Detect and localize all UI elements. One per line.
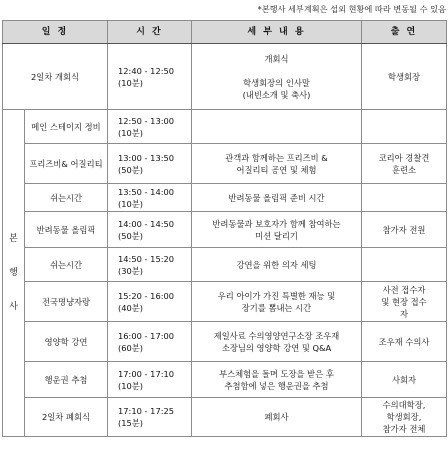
time-range: 17:10 - 17:25 xyxy=(118,406,175,416)
time-duration: (10분) xyxy=(118,127,144,138)
performer-cell xyxy=(362,212,447,248)
schedule-name: 영양학 강연 xyxy=(25,322,108,362)
schedule-name: 전국명냥자랑 xyxy=(25,282,108,322)
time-cell xyxy=(108,398,192,437)
time-duration: (10분) xyxy=(118,77,144,88)
cell-line: 우리 아이가 가진 특별한 재능 및 xyxy=(217,290,336,301)
header-schedule: 일 정 xyxy=(3,21,108,44)
time-range: 14:00 - 14:50 xyxy=(118,218,175,229)
cell-line: 학생회장, xyxy=(386,412,422,422)
detail-cell xyxy=(192,282,362,322)
cell-line: 폐회사 xyxy=(264,412,289,422)
time-cell xyxy=(108,212,192,248)
table-row xyxy=(3,144,447,184)
cell-line: 강연을 위한 의자 세팅 xyxy=(236,259,317,270)
time-range: 13:50 - 14:00 xyxy=(118,186,175,197)
cell-line: 소장님의 영양학 강연 및 Q&A xyxy=(221,342,332,353)
schedule-name: 쉬는시간 xyxy=(25,248,108,282)
time-range: 14:50 - 15:20 xyxy=(118,253,175,264)
header-time: 시 간 xyxy=(108,21,192,44)
cell-line: 조우재 수의사 xyxy=(378,336,430,347)
time-duration: (30분) xyxy=(118,265,144,276)
header-performer: 출 연 xyxy=(362,21,447,44)
performer-cell xyxy=(362,398,447,437)
table-row xyxy=(3,322,447,362)
cell-line: 어질리티 공연 및 체험 xyxy=(236,164,317,175)
time-cell xyxy=(108,144,192,184)
time-cell xyxy=(108,322,192,362)
cell-line: 학생회장의 인사말 xyxy=(243,77,310,88)
time-range: 15:20 - 16:00 xyxy=(118,290,175,301)
time-duration: (15분) xyxy=(118,418,144,428)
schedule-name: 행운권 추첨 xyxy=(25,362,108,398)
schedule-change-note: *본행사 세부계획은 섭외 현황에 따라 변동될 수 있음 xyxy=(257,4,446,14)
table-row xyxy=(3,398,447,437)
cell-line: 장기를 뽐내는 시간 xyxy=(241,302,312,313)
table-header-row xyxy=(3,21,447,44)
time-range: 12:50 - 13:00 xyxy=(118,115,175,126)
schedule-name: 반려동물 올림픽 xyxy=(25,212,108,248)
cell-line: 훈련소 xyxy=(391,164,417,175)
performer-cell xyxy=(362,110,447,144)
cell-line: 제일사료 수의영양연구소장 조우재 xyxy=(213,330,340,341)
cell-line xyxy=(195,65,358,77)
main-event-char: 행 xyxy=(9,268,18,278)
detail-cell xyxy=(192,110,362,144)
time-cell xyxy=(108,184,192,212)
main-event-char: 사 xyxy=(9,302,18,312)
performer-cell xyxy=(362,184,447,212)
time-cell xyxy=(108,282,192,322)
time-duration: (40분) xyxy=(118,302,144,313)
schedule-name: 2일차 개회식 xyxy=(3,44,108,110)
table-row xyxy=(3,212,447,248)
time-cell xyxy=(108,44,192,110)
performer-cell xyxy=(362,44,447,110)
performer-cell xyxy=(362,248,447,282)
header-detail: 세 부 내 용 xyxy=(192,21,362,44)
table-row xyxy=(3,184,447,212)
cell-line: 관객과 함께하는 프리즈비 & xyxy=(225,152,328,163)
cell-line: 사전 접수자 xyxy=(382,284,426,295)
cell-line: 사회자 xyxy=(391,374,417,385)
cell-line: 코리아 경찰견 xyxy=(378,152,430,163)
schedule-name: 메인 스테이지 정비 xyxy=(25,110,108,144)
detail-cell xyxy=(192,212,362,248)
cell-line: 및 현장 접수 xyxy=(381,296,427,307)
cell-line: 추첨함에 넣은 행운권을 추첨 xyxy=(224,380,329,391)
time-cell xyxy=(108,110,192,144)
schedule-name: 쉬는시간 xyxy=(25,184,108,212)
detail-cell xyxy=(192,362,362,398)
time-duration: (10분) xyxy=(118,380,144,391)
table-row xyxy=(3,362,447,398)
table-row xyxy=(3,44,447,110)
cell-line: 학생회장 xyxy=(387,71,421,82)
cell-line: 참가자 전체 xyxy=(382,424,426,434)
cell-line: 부스체험을 돌며 도장을 받은 후 xyxy=(219,368,334,379)
table-row xyxy=(3,110,447,144)
time-duration: (50분) xyxy=(118,230,144,241)
detail-cell xyxy=(192,44,362,110)
main-event-label xyxy=(3,110,25,437)
schedule-name: 2일차 폐회식 xyxy=(25,398,108,437)
cell-line: 참가자 전원 xyxy=(382,224,426,235)
performer-cell xyxy=(362,322,447,362)
time-range: 16:00 - 17:00 xyxy=(118,330,175,341)
time-range: 17:00 - 17:10 xyxy=(118,368,175,379)
time-duration: (60분) xyxy=(118,342,144,353)
time-cell xyxy=(108,248,192,282)
table-row xyxy=(3,282,447,322)
cell-line: 자 xyxy=(399,308,408,319)
detail-cell xyxy=(192,248,362,282)
performer-cell xyxy=(362,144,447,184)
cell-line: 개회식 xyxy=(264,53,289,64)
table-row xyxy=(3,248,447,282)
time-duration: (10분) xyxy=(118,198,144,209)
detail-cell xyxy=(192,398,362,437)
cell-line: 수의대학장, xyxy=(382,400,426,410)
cell-line: (내빈소개 및 축사) xyxy=(242,89,311,100)
cell-line: 반려동물과 보호자가 함께 참여하는 xyxy=(212,218,341,229)
performer-cell xyxy=(362,282,447,322)
detail-cell xyxy=(192,184,362,212)
cell-line: 반려동물 올림픽 준비 시간 xyxy=(228,192,325,203)
cell-line: 미션 달리기 xyxy=(255,230,298,241)
time-duration: (50분) xyxy=(118,164,144,175)
detail-cell xyxy=(192,144,362,184)
time-cell xyxy=(108,362,192,398)
detail-cell xyxy=(192,322,362,362)
event-schedule-table xyxy=(2,20,447,437)
time-range: 12:40 - 12:50 xyxy=(118,65,175,76)
schedule-name: 프리즈비& 어질리티 xyxy=(25,144,108,184)
performer-cell xyxy=(362,362,447,398)
time-range: 13:00 - 13:50 xyxy=(118,152,175,163)
main-event-char: 본 xyxy=(9,234,18,244)
